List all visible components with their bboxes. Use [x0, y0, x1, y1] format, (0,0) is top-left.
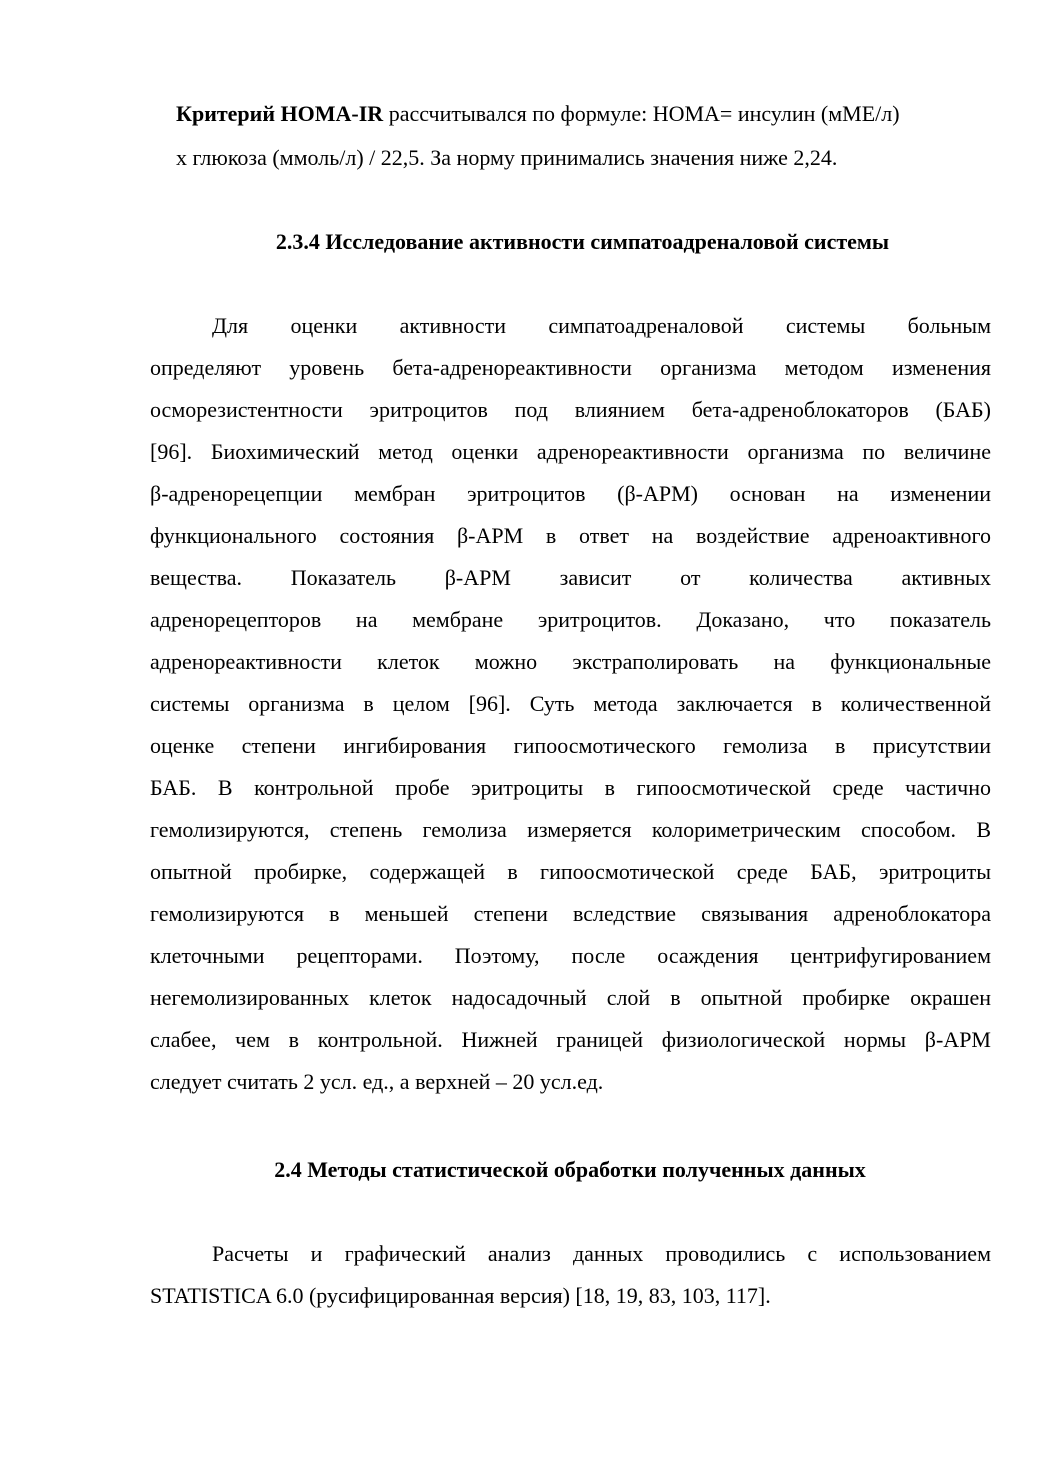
- paragraph-line: БАБ. В контрольной пробе эритроциты в гипоосмотической среде частично: [150, 775, 991, 800]
- paragraph-line: определяют уровень бета-адренореактивности организма методом изменения: [150, 355, 991, 380]
- paragraph-line: клеточными рецепторами. Поэтому, после осаждения центрифугированием: [150, 943, 991, 968]
- paragraph-line: слабее, чем в контрольной. Нижней границей физиологической нормы β-АРМ: [150, 1027, 991, 1052]
- homa-paragraph-line-2: х глюкоза (ммоль/л) / 22,5. За норму принимались значения ниже 2,24.: [176, 145, 838, 170]
- paragraph-line: вещества. Показатель β-АРМ зависит от количества активных: [150, 565, 991, 590]
- paragraph-line: гемолизируются в меньшей степени вследствие связывания адреноблокатора: [150, 901, 991, 926]
- paragraph-line: опытной пробирке, содержащей в гипоосмотической среде БАБ, эритроциты: [150, 859, 991, 884]
- paragraph-line: системы организма в целом [96]. Суть метода заключается в количественной: [150, 691, 991, 716]
- paragraph-line: STATISTICA 6.0 (русифицированная версия) [18, 19, 83, 103, 117].: [150, 1283, 771, 1308]
- paragraph-line: гемолизируются, степень гемолиза измеряется колориметрическим способом. В: [150, 817, 991, 842]
- paragraph-line: Расчеты и графический анализ данных проводились с использованием: [212, 1241, 991, 1266]
- paragraph-line: адренорецепторов на мембране эритроцитов. Доказано, что показатель: [150, 607, 991, 632]
- paragraph-line: [96]. Биохимический метод оценки адренореактивности организма по величине: [150, 439, 991, 464]
- paragraph-line: следует считать 2 усл. ед., а верхней – 20 усл.ед.: [150, 1069, 604, 1094]
- homa-criterion-label: Критерий HOMA-IR: [176, 101, 384, 126]
- section-heading-2-4: 2.4 Методы статистической обработки полученных данных: [274, 1157, 866, 1182]
- paragraph-line: оценке степени ингибирования гипоосмотического гемолиза в присутствии: [150, 733, 991, 758]
- paragraph-line: негемолизированных клеток надосадочный слой в опытной пробирке окрашен: [150, 985, 991, 1010]
- paragraph-line: осморезистентности эритроцитов под влиянием бета-адреноблокаторов (БАБ): [150, 397, 991, 422]
- paragraph-line: адренореактивности клеток можно экстраполировать на функциональные: [150, 649, 991, 674]
- homa-formula-text: рассчитывался по формуле: HOMA= инсулин (мМЕ/л): [383, 101, 900, 126]
- paragraph-line: β-адренорецепции мембран эритроцитов (β-АРМ) основан на изменении: [150, 481, 991, 506]
- section-heading-2-3-4: 2.3.4 Исследование активности симпатоадреналовой системы: [275, 229, 890, 254]
- paragraph-line: Для оценки активности симпатоадреналовой системы больным: [212, 313, 991, 338]
- homa-paragraph-line-1: [176, 100, 900, 128]
- paragraph-line: функционального состояния β-АРМ в ответ на воздействие адреноактивного: [150, 523, 991, 548]
